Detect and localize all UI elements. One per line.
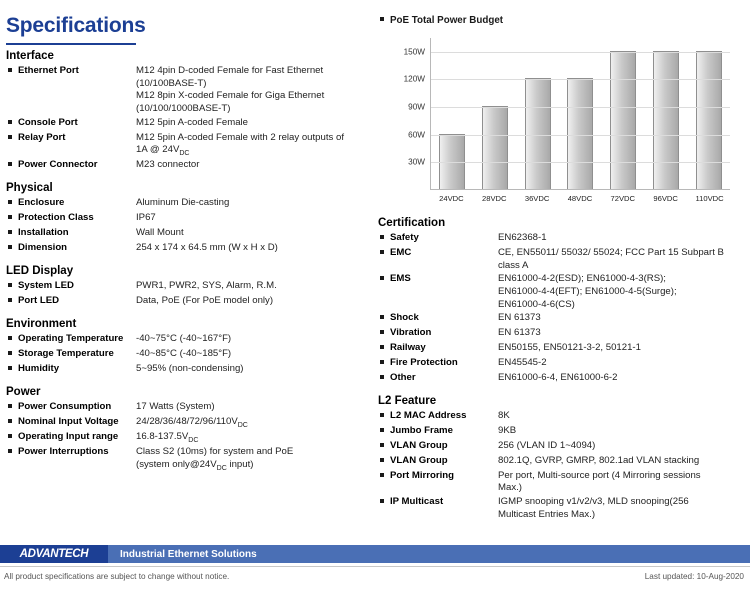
spec-row [378, 455, 744, 469]
spec-row [378, 247, 744, 272]
spec-row [6, 132, 368, 159]
spec-value: $24/28/36/48/72/96/110V_{DC}$ [136, 415, 248, 429]
spec-label: EMC [390, 246, 412, 258]
spec-row [6, 295, 368, 309]
chart-gridline [408, 130, 730, 140]
spec-value: 9KB [498, 424, 517, 436]
spec-value: EN45545-2 [498, 356, 547, 368]
spec-label: Power Consumption [18, 400, 112, 412]
chart-x-label: 28VDC [482, 193, 507, 203]
bullet-icon [6, 431, 18, 445]
chart-bar [610, 51, 636, 189]
chart-bars [431, 38, 730, 189]
spec-value: EN 61373 [498, 312, 541, 324]
spec-label: Railway [390, 342, 426, 354]
spec-value: 802.1Q, GVRP, GMRP, 802.1ad VLAN stacking [498, 454, 700, 466]
spec-label: Power Interruptions [18, 445, 109, 457]
bullet-icon [6, 363, 18, 377]
spec-row [6, 242, 368, 256]
spec-value: EN 61373 [498, 327, 541, 339]
spec-row [378, 327, 744, 341]
chart-y-tick-label: 150W [403, 47, 425, 57]
spec-value: $16.8-137.5V_{DC}$ [136, 430, 199, 444]
chart-y-tick-label: 90W [408, 102, 425, 112]
chart-y-tick-label: 120W [403, 74, 425, 84]
spec-row [6, 65, 368, 116]
spec-row [6, 446, 368, 473]
spec-label: Humidity [18, 362, 60, 374]
spec-row [6, 416, 368, 430]
spec-value: -40~75°C (-40~167°F) [136, 332, 232, 344]
spec-value: Per port, Multi-source port (4 Mirroring sessions Max.) [498, 469, 701, 494]
section-heading-physical: Physical [6, 182, 53, 195]
bullet-icon [378, 470, 390, 484]
spec-row [378, 357, 744, 371]
bullet-icon [378, 425, 390, 439]
spec-label: Operating Input range [18, 430, 119, 442]
bullet-icon [6, 65, 18, 79]
chart-bar [696, 51, 722, 189]
right-column [378, 14, 744, 522]
spec-row [6, 197, 368, 211]
spec-label: L2 MAC Address [390, 409, 467, 421]
bullet-icon [6, 197, 18, 211]
chart-x-axis-labels [430, 194, 730, 203]
bullet-icon [378, 14, 390, 28]
footer-last-updated: Last updated: 10-Aug-2020 [644, 572, 744, 581]
spec-row [378, 232, 744, 246]
spec-value: Class S2 (10ms) for system and PoE (system $only@24V_{DC}$ input) [136, 445, 294, 472]
bullet-icon [378, 273, 390, 287]
spec-value: EN62368-1 [498, 231, 547, 243]
bullet-icon [378, 312, 390, 326]
chart-bar-wrap [653, 38, 679, 189]
spec-value: PWR1, PWR2, SYS, Alarm, R.M. [136, 280, 277, 292]
spec-value: 5~95% (non-condensing) [136, 362, 244, 374]
bullet-icon [378, 496, 390, 510]
spec-value: Data, PoE (For PoE model only) [136, 294, 274, 306]
spec-value: Aluminum Die-casting [136, 197, 230, 209]
spec-label: Dimension [18, 242, 68, 254]
chart-y-tick-label: 30W [408, 157, 425, 167]
chart-bar [653, 51, 679, 189]
spec-label: Port LED [18, 294, 60, 306]
section-heading-certification: Certification [378, 216, 446, 229]
spec-value: 17 Watts (System) [136, 400, 215, 412]
spec-label: Ethernet Port [18, 65, 79, 76]
bullet-icon [378, 410, 390, 424]
spec-row [6, 280, 368, 294]
bullet-icon [378, 372, 390, 386]
spec-row [378, 425, 744, 439]
right-sections [378, 217, 744, 521]
left-column [6, 50, 368, 474]
spec-label: Enclosure [18, 197, 65, 209]
chart-bar-wrap [696, 38, 722, 189]
spec-label: Shock [390, 312, 419, 324]
spec-value: CE, EN55011/ 55032/ 55024; FCC Part 15 Subpart B class A [498, 246, 724, 271]
bullet-icon [6, 132, 18, 146]
chart-bar-wrap [482, 38, 508, 189]
spec-row [378, 410, 744, 424]
bullet-icon [6, 348, 18, 362]
bullet-icon [378, 232, 390, 246]
bullet-icon [378, 342, 390, 356]
bullet-icon [378, 440, 390, 454]
bullet-icon [378, 357, 390, 371]
spec-value: EN61000-6-4, EN61000-6-2 [498, 371, 618, 383]
spec-value: Wall Mount [136, 227, 184, 239]
spec-label: System LED [18, 280, 74, 292]
bullet-icon [6, 416, 18, 430]
spec-label: Power Connector [18, 159, 98, 171]
spec-label: Safety [390, 231, 419, 243]
chart-x-label: 24VDC [439, 193, 464, 203]
chart-x-label: 48VDC [567, 193, 593, 203]
chart-gridline [408, 102, 730, 112]
spec-row [378, 342, 744, 356]
spec-value: IGMP snooping v1/v2/v3, MLD snooping(256 Multicast Entries Max.) [498, 495, 689, 520]
bullet-icon [6, 446, 18, 460]
bullet-icon [378, 455, 390, 469]
title-underline [6, 43, 136, 45]
spec-row [6, 401, 368, 415]
section-heading-l2-feature: L2 Feature [378, 394, 437, 407]
spec-value: 8K [498, 409, 510, 421]
bullet-icon [6, 242, 18, 256]
footer-disclaimer: All product specifications are subject to change without notice. [4, 572, 230, 581]
spec-label: IP Multicast [390, 495, 444, 507]
spec-value: -40~85°C (-40~185°F) [136, 347, 232, 359]
spec-value: M12 4pin D-coded Female for Fast Ethernet (10/100BASE-T) M12 8pin X-coded Female for Giga Ethernet (10/100/1000BASE-T) [136, 65, 325, 114]
poe-power-budget-chart [403, 38, 730, 190]
spec-label: Port Mirroring [390, 469, 454, 481]
spec-row [6, 333, 368, 347]
chart-bar-wrap [525, 38, 551, 189]
spec-row [6, 159, 368, 173]
spec-label: Fire Protection [390, 356, 458, 368]
spec-value: M12 5pin A-coded Female with 2 relay outputs of 1A @ $24V_{DC}$ [136, 131, 344, 158]
chart-x-label: 72VDC [610, 193, 636, 203]
spec-label: Installation [18, 227, 69, 239]
section-heading-environment: Environment [6, 317, 77, 330]
bullet-icon [6, 401, 18, 415]
spec-row [378, 372, 744, 386]
chart-bar [439, 134, 465, 189]
bullet-icon [6, 212, 18, 226]
bullet-icon [6, 333, 18, 347]
spec-label: Jumbo Frame [390, 424, 453, 436]
spec-label: Vibration [390, 327, 432, 339]
page-title: Specifications [6, 14, 146, 37]
chart-x-label: 96VDC [653, 193, 678, 203]
spec-value: IP67 [136, 212, 156, 224]
spec-label: Protection Class [18, 212, 94, 224]
spec-value: EN61000-4-2(ESD); EN61000-4-3(RS); EN61000-4-4(EFT); EN61000-4-5(Surge); EN61000-4-6(CS) [498, 273, 677, 310]
chart-bar [482, 106, 508, 189]
chart-gridline [408, 157, 730, 167]
chart-bar-wrap [439, 38, 465, 189]
spec-value: M12 5pin A-coded Female [136, 116, 248, 128]
bullet-icon [6, 227, 18, 241]
spec-label: Console Port [18, 116, 78, 128]
section-heading-power: Power [6, 385, 41, 398]
section-heading-led-display: LED Display [6, 265, 74, 278]
chart-gridline [403, 74, 730, 84]
chart-gridline [403, 47, 730, 57]
spec-label: VLAN Group [390, 439, 448, 451]
footer-bar [0, 545, 750, 563]
spec-value: M23 connector [136, 159, 200, 171]
bullet-icon [378, 247, 390, 261]
spec-row [378, 273, 744, 311]
footer-tagline: Industrial Ethernet Solutions [108, 545, 750, 563]
spec-label: Other [390, 371, 416, 383]
chart-y-tick-label: 60W [408, 130, 425, 140]
bullet-icon [6, 280, 18, 294]
spec-value: 256 (VLAN ID 1~4094) [498, 439, 596, 451]
spec-row [6, 212, 368, 226]
chart-x-label: 36VDC [524, 193, 550, 203]
chart-bar-wrap [567, 38, 593, 189]
spec-row [378, 496, 744, 521]
spec-label: Nominal Input Voltage [18, 415, 119, 427]
bullet-icon [6, 295, 18, 309]
chart-x-label: 110VDC [695, 193, 724, 203]
chart-bar-wrap [610, 38, 636, 189]
spec-row [6, 363, 368, 377]
spec-row [6, 431, 368, 445]
section-heading-interface: Interface [6, 50, 54, 62]
spec-label: Storage Temperature [18, 347, 114, 359]
spec-row [378, 440, 744, 454]
bullet-icon [6, 117, 18, 131]
spec-row [6, 348, 368, 362]
spec-row [378, 312, 744, 326]
chart-title-row [378, 14, 744, 28]
spec-value: EN50155, EN50121-3-2, 50121-1 [498, 342, 641, 354]
spec-label: EMS [390, 273, 411, 285]
spec-row [6, 117, 368, 131]
spec-label: Relay Port [18, 131, 66, 143]
footer-divider [0, 566, 750, 567]
spec-label: VLAN Group [390, 454, 448, 466]
spec-row [378, 470, 744, 495]
bullet-icon [378, 327, 390, 341]
chart-title: PoE Total Power Budget [390, 15, 504, 27]
bullet-icon [6, 159, 18, 173]
spec-row [6, 227, 368, 241]
spec-label: Operating Temperature [18, 332, 124, 344]
advantech-logo: ADVANTECH [0, 545, 108, 563]
spec-value: 254 x 174 x 64.5 mm (W x H x D) [136, 242, 278, 254]
